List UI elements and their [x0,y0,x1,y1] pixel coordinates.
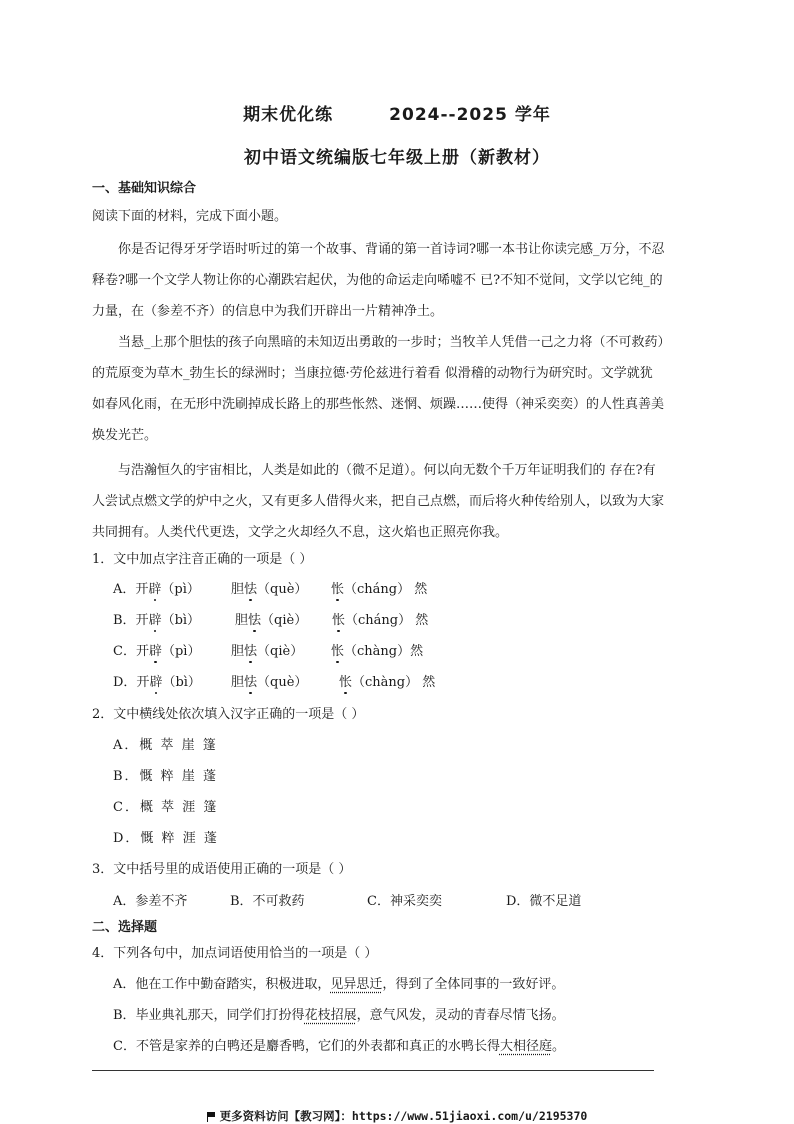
question-3-stem: 3．文中括号里的成语使用正确的一项是（ ） [92,862,352,877]
page-subtitle: 初中语文统编版七年级上册（新教材） [244,148,550,168]
q4-option-c[interactable]: C．不管是家养的白鸭还是麝香鸭，它们的外表都和真正的水鸭长得大相径庭。 [113,1035,565,1054]
passage-line: 如春风化雨，在无形中洗刷掉成长路上的那些怅然、迷惘、烦躁……使得（神采奕奕）的人性真善美 [92,397,665,412]
passage-line: 力量，在（参差不齐）的信息中为我们开辟出一片精神净土。 [92,304,444,319]
q1-option-a[interactable]: A．开辟（pì） 胆怯（què） 怅（cháng） 然 [113,578,427,597]
q2-option-c[interactable]: C．概 萃 涯 篷 [113,800,219,815]
question-2-stem: 2．文中横线处依次填入汉字正确的一项是（ ） [92,707,365,722]
q1-option-c[interactable]: C．开辟（pì） 胆怯（qiè） 怅（chàng）然 [113,640,423,659]
section-heading-2: 二、选择题 [92,920,158,935]
dotted-phrase: 花枝招展 [304,1008,357,1023]
section-heading-1: 一、基础知识综合 [92,181,197,196]
instruction: 阅读下面的材料，完成下面小题。 [92,209,288,224]
footer-divider [92,1070,654,1071]
q2-option-d[interactable]: D．慨 粹 涯 蓬 [113,831,219,846]
q4-option-a[interactable]: A．他在工作中勤奋踏实，积极进取，见异思迁，得到了全体同事的一致好评。 [113,973,564,992]
q3-option-c[interactable]: C．神采奕奕 [367,894,442,909]
title-left: 期末优化练 [243,105,334,125]
passage-line: 的荒原变为草木_勃生长的绿洲时；当康拉德·劳伦兹进行着看 似滑稽的动物行为研究时。文学就犹 [92,366,653,381]
dotted-phrase: 见异思迁 [330,977,383,992]
passage-line: 当悬_上那个胆怯的孩子向黑暗的未知迈出勇敢的一步时；当牧羊人凭借一己之力将（不可救药） [118,335,671,350]
q4-option-b[interactable]: B．毕业典礼那天，同学们打扮得花枝招展，意气风发，灵动的青春尽情飞扬。 [113,1004,565,1023]
page-title [0,100,794,125]
footer-url[interactable]: https://www.51jiaoxi.com/u/2195370 [351,1109,588,1123]
question-4-stem: 4．下列各句中，加点词语使用恰当的一项是（ ） [92,946,378,961]
passage-line: 共同拥有。人类代代更迭，文学之火却经久不息，这火焰也正照亮你我。 [92,525,509,540]
flag-icon [207,1112,216,1121]
q3-option-a[interactable]: A．参差不齐 [113,894,188,909]
q1-option-d[interactable]: D．开辟（bì） 胆怯（què） 怅（chàng） 然 [113,671,435,690]
passage-line: 你是否记得牙牙学语时听过的第一个故事、背诵的第一首诗词?哪一本书让你读完感_万分，不忍 [118,242,665,257]
dotted-phrase: 大相径庭 [499,1039,552,1054]
q3-option-d[interactable]: D．微不足道 [506,894,582,909]
q3-option-b[interactable]: B．不可救药 [230,894,305,909]
q2-option-b[interactable]: B．慨 粹 崖 蓬 [113,769,218,784]
q2-option-a[interactable]: A．概 萃 崖 篷 [113,738,218,753]
q1-option-b[interactable]: B．开辟（bì） 胆怯（qiè） 怅（cháng） 然 [113,609,428,628]
passage-line: 焕发光芒。 [92,428,158,443]
passage-line: 人尝试点燃文学的炉中之火，又有更多人借得火来，把自己点燃，而后将火种传给别人，以致为大家 [92,494,665,509]
passage-line: 与浩瀚恒久的宇宙相比，人类是如此的（微不足道）。何以向无数个千万年证明我们的 存在?有 [118,463,656,478]
footer-link[interactable]: 更多资料访问【教习网】：https://www.51jiaoxi.com/u/2195370 [0,1108,794,1124]
question-1-stem: 1．文中加点字注音正确的一项是（ ） [92,552,313,567]
passage-line: 释卷?哪一个文学人物让你的心潮跌宕起伏，为他的命运走向唏嘘不 已?不知不觉间，文学以它纯_的 [92,273,663,288]
title-right: 2024--2025 学年 [389,105,551,125]
